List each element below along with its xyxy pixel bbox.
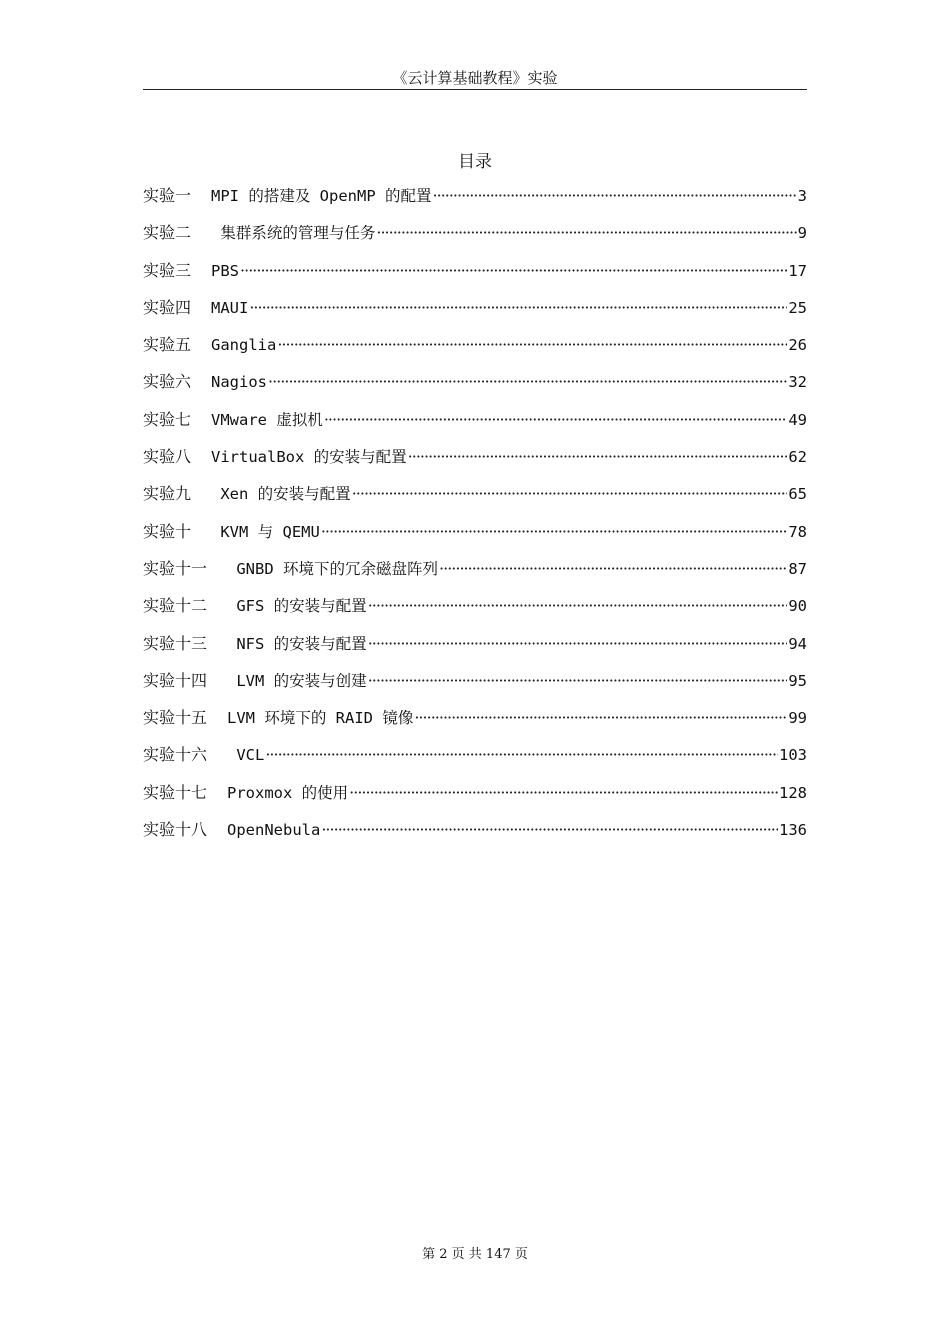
toc-entry-page-number: 128 [779,783,807,802]
toc-entry-leader-dots [414,703,787,733]
page-footer: 第 2 页 共 147 页 [422,1247,528,1262]
toc-entry-number: 实验十二 [143,596,208,616]
toc-entry-leader-dots [439,554,787,584]
toc-entry-page-number: 94 [788,634,807,653]
toc-entry-name: OpenNebula [227,821,321,840]
toc-entry-leader-dots [433,181,797,211]
toc-entry[interactable] [143,666,807,703]
toc-entry[interactable] [143,778,807,815]
toc-entry[interactable] [143,405,807,442]
toc-entry-page-number: 78 [788,522,807,541]
toc-entry-leader-dots [349,778,778,808]
toc-entry-leader-dots [240,256,787,286]
toc-entry-leader-dots [277,330,787,360]
toc-entry-leader-dots [324,405,787,435]
toc-entry-number: 实验五 [143,335,192,355]
toc-entry-page-number: 9 [797,224,807,243]
toc-entry-page-number: 90 [788,597,807,616]
toc-entry-page-number: 62 [788,448,807,467]
toc-entry-page-number: 26 [788,336,807,355]
toc-entry-leader-dots [249,293,787,323]
toc-entry[interactable] [143,815,807,852]
toc-entry-name: GFS 的安装与配置 [227,597,367,616]
toc-entry-page-number: 99 [788,709,807,728]
running-header-title: 《云计算基础教程》实验 [392,69,558,87]
toc-entry[interactable] [143,703,807,740]
toc-entry-page-number: 3 [797,187,807,205]
toc-entry[interactable] [143,629,807,666]
toc-entry-page-number: 103 [779,746,807,765]
toc-entry-number: 实验七 [143,409,192,429]
toc-entry[interactable] [143,740,807,777]
toc-entry[interactable] [143,479,807,516]
table-of-contents [143,181,807,852]
toc-entry-name: PBS [211,261,240,280]
toc-entry-number: 实验十六 [143,745,208,765]
toc-entry-name: MPI 的搭建及 OpenMP 的配置 [211,187,432,205]
toc-entry-leader-dots [368,591,788,621]
toc-entry-page-number: 32 [788,373,807,392]
toc-entry-leader-dots [321,517,787,547]
toc-entry-leader-dots [368,629,788,659]
toc-entry-name: Xen 的安装与配置 [211,485,351,504]
toc-entry-page-number: 49 [788,410,807,429]
toc-entry-leader-dots [321,815,778,845]
toc-entry-number: 实验十一 [143,558,208,578]
toc-entry[interactable] [143,330,807,367]
toc-title: 目录 [458,152,492,172]
toc-entry-name: VCL [227,746,265,765]
toc-entry-leader-dots [352,479,788,509]
toc-entry-name: NFS 的安装与配置 [227,634,367,653]
toc-entry-name: LVM 的安装与创建 [227,671,367,690]
toc-entry-page-number: 95 [788,671,807,690]
toc-entry-name: VMware 虚拟机 [211,410,323,429]
toc-entry-leader-dots [265,740,778,770]
toc-entry-name: MAUI [211,298,249,317]
toc-entry[interactable] [143,367,807,404]
toc-entry-page-number: 136 [779,821,807,840]
toc-entry-name: KVM 与 QEMU [211,522,320,541]
toc-entry-number: 实验十五 [143,708,208,728]
toc-entry-name: LVM 环境下的 RAID 镜像 [227,709,414,728]
toc-entry-number: 实验八 [143,447,192,467]
toc-entry-number: 实验三 [143,260,192,280]
toc-entry[interactable] [143,442,807,479]
toc-entry-name: 集群系统的管理与任务 [211,224,376,243]
toc-entry-name: Ganglia [211,336,277,355]
toc-entry-leader-dots [408,442,788,472]
toc-entry-leader-dots [368,666,788,696]
toc-entry-page-number: 25 [788,298,807,317]
toc-entry-name: GNBD 环境下的冗余磁盘阵列 [227,559,439,578]
toc-entry[interactable] [143,591,807,628]
toc-entry-number: 实验十三 [143,633,208,653]
toc-entry-page-number: 65 [788,485,807,504]
toc-entry[interactable] [143,517,807,554]
toc-entry-number: 实验十四 [143,670,208,690]
toc-entry-number: 实验二 [143,223,192,243]
toc-entry-leader-dots [268,367,787,397]
toc-entry-number: 实验一 [143,186,192,205]
toc-entry-name: VirtualBox 的安装与配置 [211,448,407,467]
running-header [143,68,807,90]
toc-entry-leader-dots [376,218,796,248]
toc-entry-number: 实验九 [143,484,192,504]
toc-entry-page-number: 87 [788,559,807,578]
toc-entry[interactable] [143,293,807,330]
toc-entry[interactable] [143,218,807,255]
toc-entry-number: 实验十八 [143,820,208,840]
toc-entry-number: 实验六 [143,372,192,392]
toc-entry-number: 实验十七 [143,782,208,802]
toc-entry-name: Proxmox 的使用 [227,783,349,802]
toc-entry-page-number: 17 [788,261,807,280]
toc-entry[interactable] [143,181,807,218]
toc-entry[interactable] [143,256,807,293]
toc-entry[interactable] [143,554,807,591]
toc-entry-number: 实验四 [143,297,192,317]
toc-entry-name: Nagios [211,373,268,392]
toc-entry-number: 实验十 [143,521,192,541]
